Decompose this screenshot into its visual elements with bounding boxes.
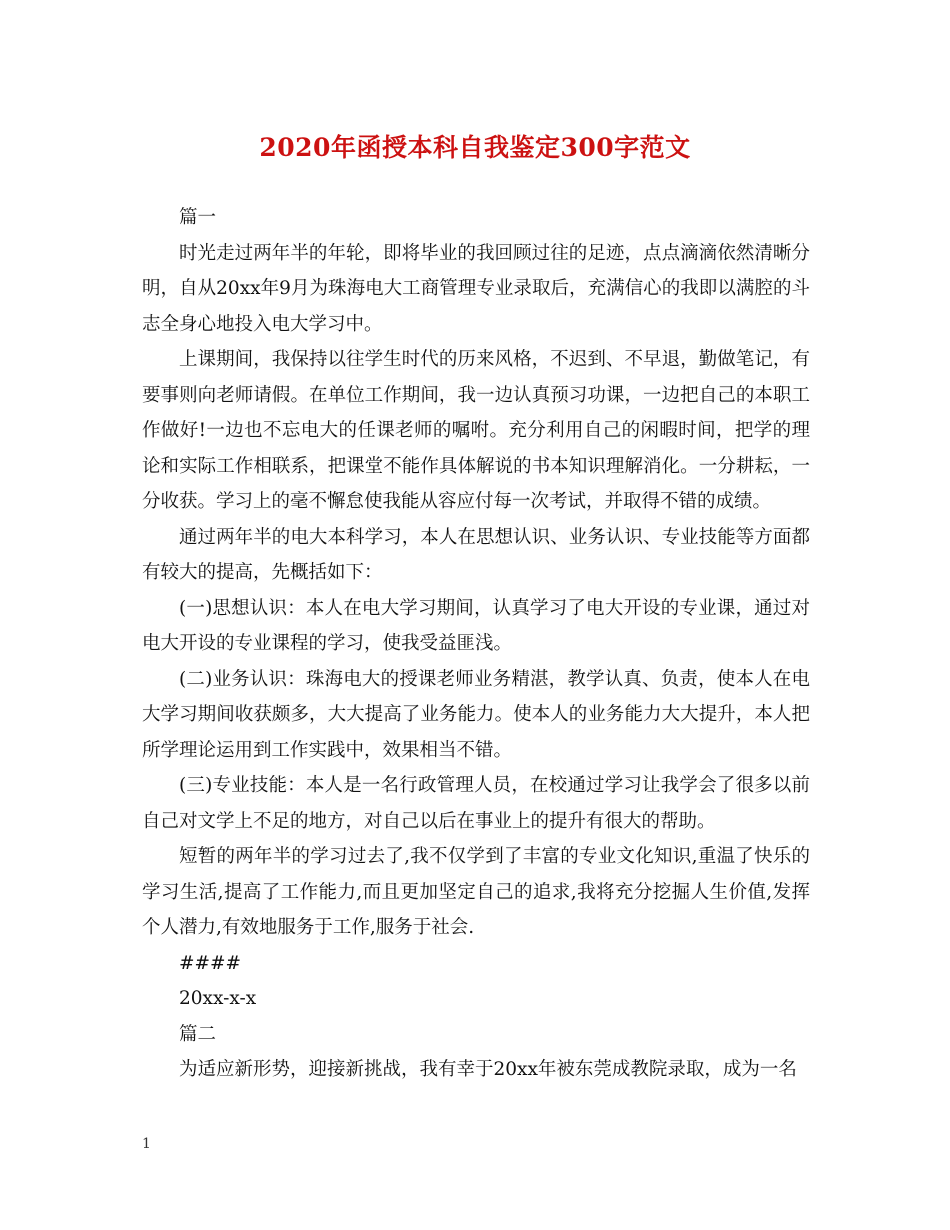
document-title: 2020年函授本科自我鉴定300字范文 xyxy=(259,133,691,162)
page-number: 1 xyxy=(142,1136,151,1152)
paragraph: 短暂的两年半的学习过去了,我不仅学到了丰富的专业文化知识,重温了快乐的学习生活,提高了工作能力,而且更加坚定自己的追求,我将充分挖掘人生价值,发挥个人潜力,有效地服务于工作,服务于社会. xyxy=(142,846,810,938)
signature-placeholder: #### xyxy=(179,952,242,974)
document-body xyxy=(142,200,810,1088)
paragraph: (三)专业技能：本人是一名行政管理人员，在校通过学习让我学会了很多以前自己对文学上不足的地方，对自己以后在事业上的提升有很大的帮助。 xyxy=(142,775,810,832)
paragraph: 上课期间，我保持以往学生时代的历来风格，不迟到、不早退，勤做笔记，有要事则向老师请假。在单位工作期间，我一边认真预习功课，一边把自己的本职工作做好!一边也不忘电大的任课老师的嘱咐。充分利用自己的闲暇时间，把学的理论和实际工作相联系，把课堂不能作具体解说的书本知识理解消化。一分耕耘，一分收获。学习上的毫不懈怠使我能从容应付每一次考试，并取得不错的成绩。 xyxy=(142,349,810,512)
section-heading-2: 篇二 xyxy=(179,1023,217,1045)
paragraph: 时光走过两年半的年轮，即将毕业的我回顾过往的足迹，点点滴滴依然清晰分明，自从20xx年9月为珠海电大工商管理专业录取后，充满信心的我即以满腔的斗志全身心地投入电大学习中。 xyxy=(142,242,810,335)
paragraph: (二)业务认识：珠海电大的授课老师业务精湛，教学认真、负责，使本人在电大学习期间收获颇多，大大提高了业务能力。使本人的业务能力大大提升，本人把所学理论运用到工作实践中，效果相当不错。 xyxy=(142,668,810,761)
paragraph: (一)思想认识：本人在电大学习期间，认真学习了电大开设的专业课，通过对电大开设的专业课程的学习，使我受益匪浅。 xyxy=(142,597,810,654)
paragraph: 通过两年半的电大本科学习，本人在思想认识、业务认识、专业技能等方面都有较大的提高，先概括如下： xyxy=(142,526,810,583)
date-line: 20xx-x-x xyxy=(179,988,257,1009)
section-heading-1: 篇一 xyxy=(179,207,217,228)
paragraph: 为适应新形势，迎接新挑战，我有幸于20xx年被东莞成教院录取，成为一名 xyxy=(179,1059,797,1080)
